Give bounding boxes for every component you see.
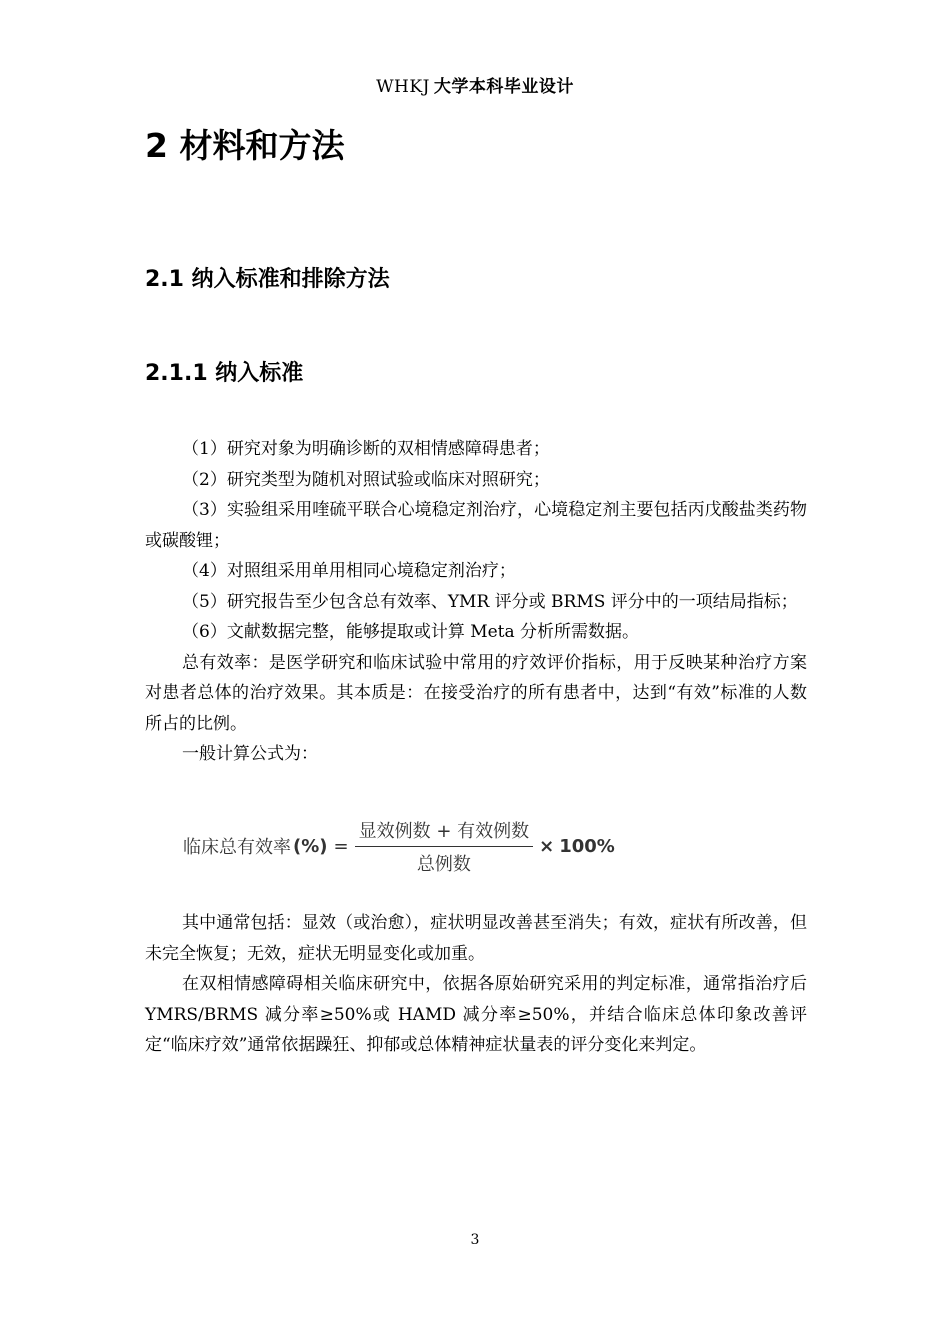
criteria-block — [145, 434, 807, 770]
formula-times: × — [539, 835, 555, 857]
criterion-item: （5）研究报告至少包含总有效率、YMR 评分或 BRMS 评分中的一项结局指标； — [182, 591, 798, 612]
criterion-item: （4）对照组采用单用相同心境稳定剂治疗； — [182, 561, 516, 581]
page-number: 3 — [470, 1232, 480, 1248]
efficacy-formula — [183, 816, 615, 876]
criterion-item: （2）研究类型为随机对照试验或临床对照研究； — [182, 469, 550, 490]
formula-lhs-unit: (%) — [293, 835, 328, 857]
formula-equals: = — [333, 835, 349, 857]
subsection-title: 2.1.1 纳入标准 — [145, 361, 304, 386]
formula-intro: 一般计算公式为： — [182, 744, 318, 764]
outcome-categories-paragraph: 其中通常包括：显效（或治愈），症状明显改善甚至消失；有效，症状有所改善，但未完全恢复；无效，症状无明显变化或加重。 — [145, 913, 807, 964]
header-prefix: WHKJ — [376, 77, 430, 97]
formula-multiplier: 100% — [559, 835, 615, 857]
criterion-item: （1）研究对象为明确诊断的双相情感障碍患者； — [182, 439, 550, 459]
explanation-block — [145, 908, 807, 1061]
chapter-title: 2 材料和方法 — [145, 126, 345, 165]
criterion-item: （3）实验组采用喹硫平联合心境稳定剂治疗，心境稳定剂主要包括丙戊酸盐类药物或碳酸锂； — [145, 500, 807, 551]
formula-denominator: 总例数 — [416, 853, 471, 875]
formula-fraction — [355, 817, 534, 876]
formula-numerator: 显效例数 + 有效例数 — [355, 817, 534, 847]
formula-lhs-label: 临床总有效率 — [183, 837, 291, 858]
criterion-item: （6）文献数据完整，能够提取或计算 Meta 分析所需数据。 — [182, 622, 640, 642]
section-title: 2.1 纳入标准和排除方法 — [145, 267, 390, 292]
definition-paragraph: 总有效率：是医学研究和临床试验中常用的疗效评价指标，用于反映某种治疗方案对患者总体的治疗效果。其本质是：在接受治疗的所有患者中，达到“有效”标准的人数所占的比例。 — [145, 652, 807, 734]
page-header — [0, 72, 950, 97]
judgement-criteria-paragraph: 在双相情感障碍相关临床研究中，依据各原始研究采用的判定标准，通常指治疗后 YMRS/BRMS 减分率≥50%或 HAMD 减分率≥50%，并结合临床总体印象改善评定“临床疗效”通常依据躁狂、抑郁或总体精神症状量表的评分变化来判定。 — [145, 974, 807, 1055]
header-school: 大学本科毕业设计 — [433, 77, 574, 97]
